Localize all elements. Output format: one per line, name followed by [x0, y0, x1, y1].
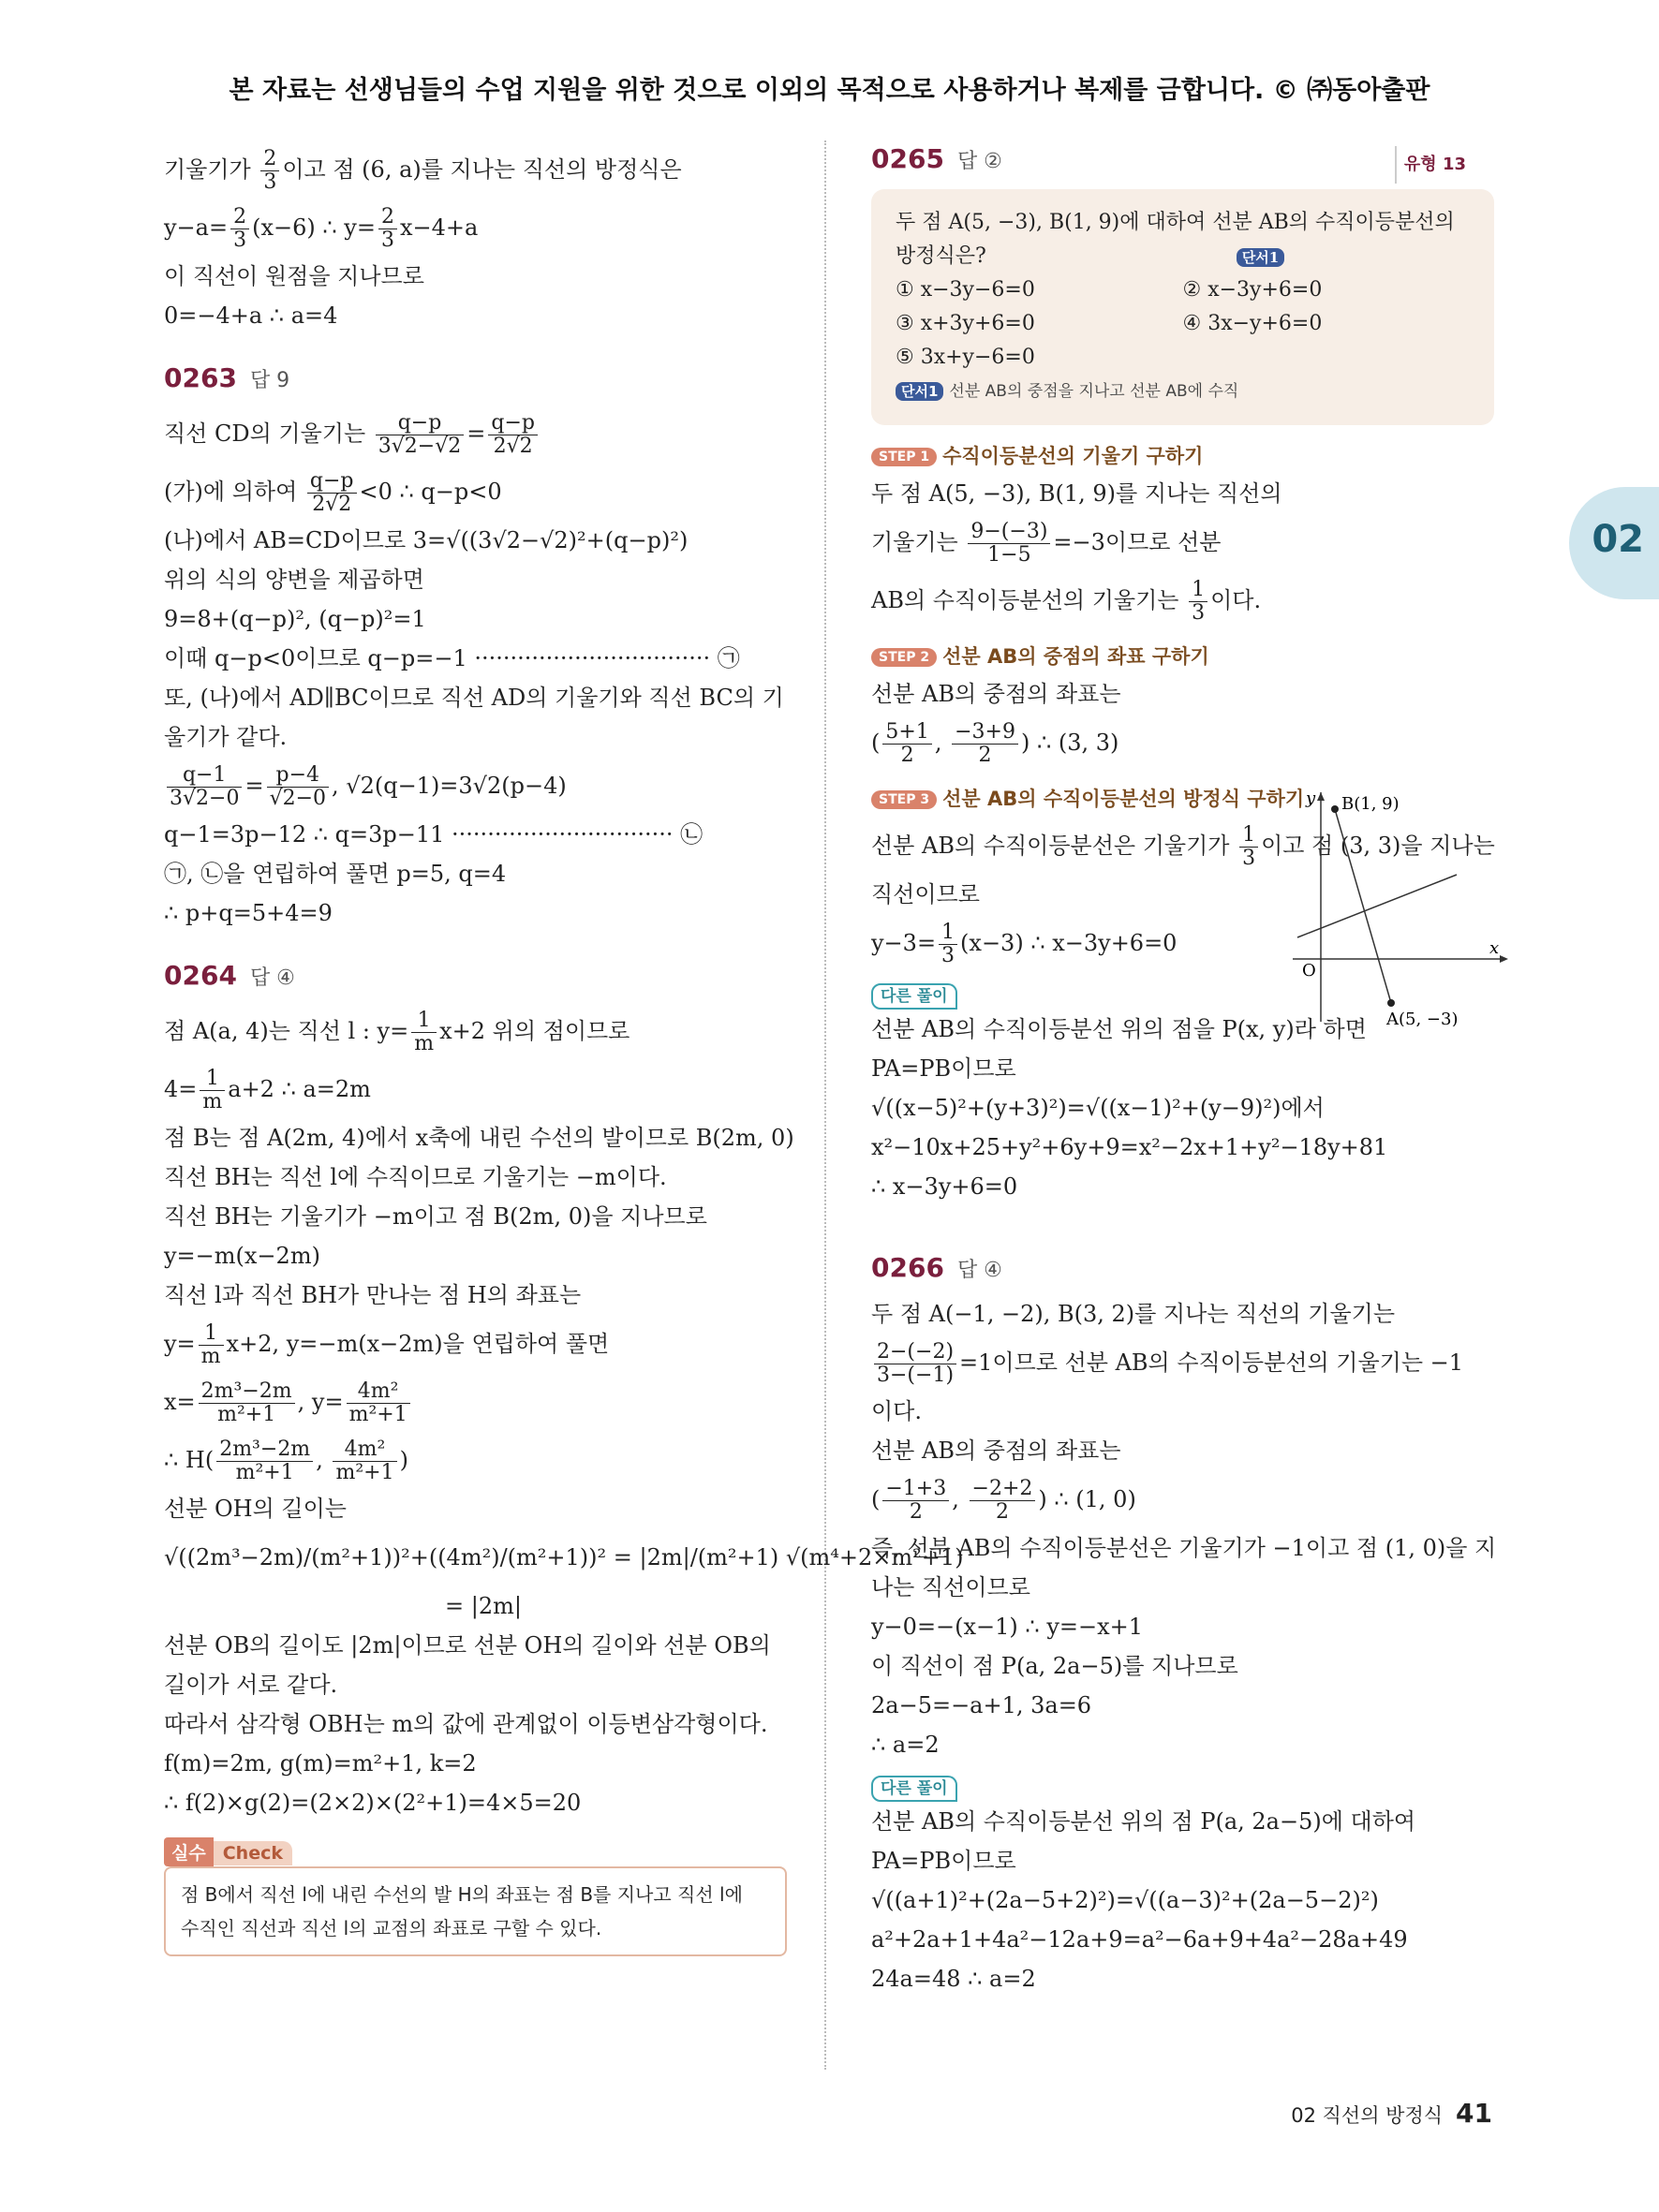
denominator: m²+1 — [235, 1461, 294, 1484]
p0264-line-13: = |2m| — [445, 1593, 522, 1619]
text: ) ∴ (1, 0) — [1038, 1486, 1136, 1512]
fraction — [167, 764, 242, 810]
p0264-line-12: √((2m³−2m)/(m²+1))²+((4m²)/(m²+1))² = |2m|/(m²+1) √(m⁴+2×m²+1) — [164, 1544, 964, 1571]
p0264-line-3: 점 B는 점 A(2m, 4)에서 x축에 내린 수선의 발이므로 B(2m, 0) — [164, 1125, 794, 1151]
p0266-alt-line-1: 선분 AB의 수직이등분선 위의 점 P(a, 2a−5)에 대하여 — [871, 1808, 1416, 1835]
coordinate-graph — [1293, 792, 1508, 1026]
text: a+2 ∴ a=2m — [228, 1076, 371, 1102]
question-line-1: 두 점 A(5, −3), B(1, 9)에 대하여 선분 AB의 수직이등분선의 — [896, 211, 1455, 234]
fraction — [882, 721, 931, 767]
text: , y= — [297, 1389, 344, 1415]
mistake-check-header — [164, 1837, 787, 1866]
text: 기울기는 — [871, 529, 966, 555]
p0266-alt-line-4: a²+2a+1+4a²−12a+9=a²−6a+9+4a²−28a+49 — [871, 1926, 1408, 1953]
answer-badge: 답 ④ — [249, 966, 295, 990]
p0264-line-9 — [164, 1373, 787, 1431]
p0264-line-1 — [164, 1002, 787, 1060]
text: <0 ∴ q−p<0 — [359, 479, 502, 505]
type-tag: 유형 13 — [1395, 146, 1466, 184]
numerator: q−1 — [167, 764, 242, 788]
text: x−4+a — [399, 214, 479, 241]
fraction — [216, 1438, 313, 1484]
p0263-line-5: 9=8+(q−p)², (q−p)²=1 — [164, 606, 426, 632]
problem-number: 0264 — [164, 960, 237, 991]
copyright-notice: 본 자료는 선생님들의 수업 지원을 위한 것으로 이외의 목적으로 사용하거나 복제를 금합니다. © ㈜동아출판 — [229, 76, 1430, 105]
denominator: 3√2−0 — [170, 787, 240, 810]
p0266-line-7: 나는 직선이므로 — [871, 1574, 1030, 1600]
p0265-solution — [871, 438, 1500, 1206]
hint-tag: 단서1 — [896, 382, 943, 401]
p0264-line-14: 선분 OB의 길이도 |2m|이므로 선분 OH의 길이와 선분 OB의 — [164, 1632, 771, 1659]
text: 수직이등분선의 기울기 구하기 — [942, 445, 1204, 467]
s1-line-3 — [871, 571, 1494, 629]
choice-list — [896, 273, 1470, 375]
p0263-line-11: ㉠, ㉡을 연립하여 풀면 p=5, q=4 — [164, 861, 507, 887]
segment-ab — [1335, 809, 1391, 1003]
answer-badge: 답 ④ — [956, 1259, 1002, 1282]
alt-line-3: √((x−5)²+(y+3)²)=√((x−1)²+(y−9)²)에서 — [871, 1095, 1325, 1121]
numerator: −2+2 — [970, 1478, 1036, 1501]
p0266-alt-line-5: 24a=48 ∴ a=2 — [871, 1966, 1036, 1992]
right-column — [871, 140, 1500, 1998]
point-b — [1331, 805, 1339, 813]
numerator: 2−(−2) — [874, 1341, 956, 1364]
s1-line-2 — [871, 513, 1494, 571]
denominator: m²+1 — [217, 1403, 276, 1426]
denominator: 3 — [941, 944, 955, 967]
alt-line-5: ∴ x−3y+6=0 — [871, 1173, 1018, 1200]
fraction — [376, 412, 464, 458]
hint-text: 선분 AB의 중점을 지나고 선분 AB에 수직 — [949, 382, 1239, 401]
fraction — [411, 1010, 437, 1055]
denominator: 3 — [1242, 847, 1256, 870]
text: 이고 점 (3, 3)을 지나는 — [1261, 833, 1495, 859]
text: y−a= — [164, 214, 229, 241]
text: x= — [164, 1389, 196, 1415]
numerator: 1 — [1239, 824, 1258, 848]
numerator: 1 — [411, 1010, 437, 1033]
intro-line-3: 이 직선이 원점을 지나므로 — [164, 263, 424, 289]
check-line-2: 수직인 직선과 직선 l의 교점의 좌표로 구할 수 있다. — [181, 1917, 602, 1939]
fraction — [230, 206, 249, 252]
fraction — [378, 206, 397, 252]
point-b-label: B(1, 9) — [1341, 794, 1400, 814]
problem-number: 0263 — [164, 362, 237, 393]
p0263-line-1 — [164, 405, 787, 463]
numerator: −3+9 — [952, 721, 1018, 745]
p0266-alt-line-3: √((a+1)²+(2a−5+2)²)=√((a−3)²+(2a−5−2)²) — [871, 1887, 1379, 1913]
denominator: m²+1 — [348, 1403, 407, 1426]
text: 선분 AB의 수직이등분선의 방정식 구하기 — [942, 788, 1305, 810]
text: = — [467, 420, 486, 447]
numerator: q−p — [376, 412, 464, 435]
denominator: 2√2 — [312, 493, 352, 516]
text: 기울기가 — [164, 156, 259, 183]
denominator: 2 — [978, 744, 992, 767]
origin-label: O — [1302, 961, 1316, 981]
p0264-line-5: 직선 BH는 기울기가 −m이고 점 B(2m, 0)을 지나므로 — [164, 1203, 707, 1230]
choice-3: ③ x+3y+6=0 — [896, 312, 1035, 335]
numerator: 1 — [199, 1322, 224, 1346]
fraction — [488, 412, 538, 458]
text: , — [316, 1447, 331, 1473]
s2-line-2 — [871, 714, 1494, 772]
fraction — [968, 521, 1050, 567]
text: ∴ H( — [164, 1447, 215, 1473]
denominator: 3−(−1) — [877, 1364, 955, 1387]
denominator: 1−5 — [987, 543, 1031, 567]
numerator: −1+3 — [882, 1478, 949, 1501]
p0264-line-6: y=−m(x−2m) — [164, 1243, 320, 1269]
denominator: 3 — [1192, 601, 1206, 625]
fraction — [199, 1322, 224, 1368]
text: x+2 위의 점이므로 — [439, 1018, 630, 1044]
problem-0264-heading — [164, 957, 787, 995]
text: ) ∴ (3, 3) — [1020, 730, 1119, 756]
fraction — [347, 1380, 410, 1426]
p0264-line-17: f(m)=2m, g(m)=m²+1, k=2 — [164, 1750, 477, 1777]
numerator: p−4 — [267, 764, 329, 788]
text: x+2, y=−m(x−2m)을 연립하여 풀면 — [226, 1331, 610, 1357]
denominator: 3 — [380, 229, 394, 252]
p0266-line-8: y−0=−(x−1) ∴ y=−x+1 — [871, 1614, 1144, 1640]
denominator: 2√2 — [493, 435, 533, 458]
p0266-line-2 — [871, 1334, 1494, 1392]
page-number: 41 — [1456, 2098, 1492, 2129]
numerator: 5+1 — [882, 721, 931, 745]
p0264-line-11: 선분 OH의 길이는 — [164, 1496, 347, 1522]
p0266-line-10: 2a−5=−a+1, 3a=6 — [871, 1692, 1092, 1718]
p0263-line-9 — [164, 757, 787, 815]
text: (가)에 의하여 — [164, 479, 304, 505]
text: 선분 AB의 수직이등분선은 기울기가 — [871, 833, 1237, 859]
p0266-line-4: 선분 AB의 중점의 좌표는 — [871, 1438, 1121, 1464]
step-tag: STEP 2 — [871, 648, 937, 667]
numerator: 2 — [378, 206, 397, 229]
text: =1이므로 선분 AB의 수직이등분선의 기울기는 −1 — [959, 1349, 1464, 1376]
s1-line-1: 두 점 A(5, −3), B(1, 9)를 지나는 직선의 — [871, 480, 1282, 507]
fraction — [267, 764, 329, 810]
alt-line-1: 선분 AB의 수직이등분선 위의 점을 P(x, y)라 하면 — [871, 1016, 1367, 1042]
text: , — [952, 1486, 967, 1512]
fraction — [1189, 579, 1207, 625]
chapter-side-label: 02 — [1592, 518, 1644, 561]
question-box — [871, 189, 1494, 425]
denominator: 3√2−√2 — [378, 435, 462, 458]
p0264-line-7: 직선 l과 직선 BH가 만나는 점 H의 좌표는 — [164, 1282, 582, 1308]
text: (x−3) ∴ x−3y+6=0 — [960, 930, 1178, 956]
text: , √2(q−1)=3√2(p−4) — [332, 773, 567, 799]
text: y= — [164, 1331, 196, 1357]
choice-5: ⑤ 3x+y−6=0 — [896, 346, 1035, 369]
text: y−3= — [871, 930, 937, 956]
fraction — [1239, 824, 1258, 870]
step-tag: STEP 3 — [871, 790, 937, 809]
p0264-line-2 — [164, 1060, 787, 1118]
numerator: 2m³−2m — [199, 1380, 295, 1404]
numerator: q−p — [488, 412, 538, 435]
denominator: 2 — [909, 1500, 923, 1524]
intro-line-1 — [164, 140, 787, 199]
alternative-solution-tag: 다른 풀이 — [871, 1776, 957, 1802]
numerator: 4m² — [333, 1438, 396, 1462]
problem-number: 0266 — [871, 1252, 944, 1283]
numerator: 2m³−2m — [216, 1438, 313, 1462]
answer-badge: 답 9 — [249, 369, 290, 392]
text: ( — [871, 1486, 881, 1512]
p0264-line-4: 직선 BH는 직선 l에 수직이므로 기울기는 −m이다. — [164, 1164, 667, 1190]
alt-line-4: x²−10x+25+y²+6y+9=x²−2x+1+y²−18y+81 — [871, 1134, 1388, 1160]
text: , — [934, 730, 950, 756]
text: =−3이므로 선분 — [1053, 529, 1222, 555]
intro-line-2 — [164, 199, 787, 257]
p0266-line-5 — [871, 1470, 1494, 1528]
numerator: 2 — [230, 206, 249, 229]
point-a — [1387, 999, 1395, 1007]
p0263-line-3: (나)에서 AB=CD이므로 3=√((3√2−√2)²+(q−p)²) — [164, 527, 689, 553]
step-1-title — [871, 438, 1494, 474]
alt-line-2: PA=PB이므로 — [871, 1055, 1016, 1082]
p0264-line-10 — [164, 1431, 787, 1489]
text: 이고 점 (6, a)를 지나는 직선의 방정식은 — [282, 156, 682, 183]
hint-inline-tag: 단서1 — [1237, 248, 1284, 267]
text: AB의 수직이등분선의 기울기는 — [871, 587, 1187, 613]
p0266-line-1: 두 점 A(−1, −2), B(3, 2)를 지나는 직선의 기울기는 — [871, 1301, 1396, 1327]
numerator: q−p — [307, 470, 357, 494]
fraction — [970, 1478, 1036, 1524]
p0263-line-7: 또, (나)에서 AD∥BC이므로 직선 AD의 기울기와 직선 BC의 기 — [164, 685, 784, 711]
p0263-line-4: 위의 식의 양변을 제곱하면 — [164, 567, 424, 593]
step-tag: STEP 1 — [871, 448, 937, 466]
choice-1: ① x−3y−6=0 — [896, 278, 1035, 302]
check-tag-check: Check — [214, 1841, 292, 1865]
text: 직선 CD의 기울기는 — [164, 420, 373, 447]
point-a-label: A(5, −3) — [1386, 1010, 1459, 1026]
x-axis-label: x — [1489, 938, 1500, 958]
y-axis-label: y — [1306, 792, 1316, 808]
text: 4= — [164, 1076, 198, 1102]
fraction — [882, 1478, 949, 1524]
denominator: m — [202, 1090, 223, 1113]
text: ) — [399, 1447, 408, 1473]
s3-line-2: 직선이므로 — [871, 881, 980, 907]
fraction — [333, 1438, 396, 1484]
p0266-line-3: 이다. — [871, 1398, 922, 1424]
denominator: m — [200, 1345, 221, 1368]
problem-0263-heading — [164, 360, 787, 397]
problem-number: 0265 — [871, 143, 944, 174]
p0264-line-15: 길이가 서로 같다. — [164, 1672, 338, 1698]
fraction — [307, 470, 357, 516]
p0266-line-9: 이 직선이 점 P(a, 2a−5)를 지나므로 — [871, 1653, 1238, 1679]
problem-0266-heading — [871, 1249, 1494, 1287]
p0266-alt-line-2: PA=PB이므로 — [871, 1848, 1016, 1874]
p0263-line-6: 이때 q−p<0이므로 q−p=−1 ································· ㉠ — [164, 645, 740, 671]
chapter-title: 02 직선의 방정식 — [1291, 2104, 1444, 2127]
text: 방정식은? — [896, 244, 986, 268]
text: ( — [871, 730, 881, 756]
p0263-line-8: 울기가 같다. — [164, 724, 288, 750]
question-line-2 — [896, 240, 1470, 273]
fraction — [939, 922, 957, 967]
choice-4: ④ 3x−y+6=0 — [1182, 312, 1323, 335]
fraction — [260, 148, 279, 194]
y-axis-arrow — [1317, 792, 1325, 801]
p0263-line-12: ∴ p+q=5+4=9 — [164, 900, 333, 926]
page-footer — [1291, 2098, 1492, 2129]
answer-badge: 답 ② — [956, 150, 1002, 173]
numerator: 4m² — [347, 1380, 410, 1404]
p0264-line-8 — [164, 1315, 787, 1373]
problem-0265-heading — [871, 140, 1494, 178]
s2-line-1: 선분 AB의 중점의 좌표는 — [871, 681, 1121, 707]
denominator: m²+1 — [335, 1461, 394, 1484]
numerator: 2 — [260, 148, 279, 171]
denominator: √2−0 — [269, 787, 327, 810]
p0266-line-11: ∴ a=2 — [871, 1732, 940, 1758]
numerator: 1 — [939, 922, 957, 945]
choice-2: ② x−3y+6=0 — [1182, 278, 1323, 302]
fraction — [199, 1380, 295, 1426]
denominator: 3 — [263, 170, 277, 194]
denominator: 2 — [900, 744, 914, 767]
check-line-1: 점 B에서 직선 l에 내린 수선의 발 H의 좌표는 점 B를 지나고 직선 l에 — [181, 1883, 743, 1906]
p0263-line-10: q−1=3p−12 ∴ q=3p−11 ······························· ㉡ — [164, 821, 704, 848]
text: (x−6) ∴ y= — [252, 214, 376, 241]
p0264-line-18: ∴ f(2)×g(2)=(2×2)×(2²+1)=4×5=20 — [164, 1790, 582, 1816]
text: 이다. — [1210, 587, 1262, 613]
text: 선분 AB의 중점의 좌표 구하기 — [942, 645, 1209, 668]
check-tag-mistake: 실수 — [164, 1837, 214, 1866]
hint-line — [896, 375, 1470, 408]
numerator: 1 — [200, 1068, 225, 1091]
denominator: 3 — [233, 229, 247, 252]
x-axis-arrow — [1500, 955, 1508, 963]
denominator: 2 — [995, 1500, 1009, 1524]
numerator: 9−(−3) — [968, 521, 1050, 544]
p0264-line-16: 따라서 삼각형 OBH는 m의 값에 관계없이 이등변삼각형이다. — [164, 1711, 768, 1737]
mistake-check-box — [164, 1866, 787, 1956]
step-2-title — [871, 639, 1494, 674]
numerator: 1 — [1189, 579, 1207, 602]
column-divider — [824, 140, 826, 2070]
alternative-solution-tag: 다른 풀이 — [871, 983, 957, 1010]
denominator: m — [414, 1032, 435, 1055]
intro-line-4: 0=−4+a ∴ a=4 — [164, 302, 338, 329]
p0263-line-2 — [164, 463, 787, 521]
text: 점 A(a, 4)는 직선 l : y= — [164, 1018, 409, 1044]
text: = — [244, 773, 264, 799]
fraction — [952, 721, 1018, 767]
fraction — [200, 1068, 225, 1113]
p0266-line-6: 즉, 선분 AB의 수직이등분선은 기울기가 −1이고 점 (1, 0)을 지 — [871, 1535, 1497, 1561]
fraction — [874, 1341, 956, 1387]
